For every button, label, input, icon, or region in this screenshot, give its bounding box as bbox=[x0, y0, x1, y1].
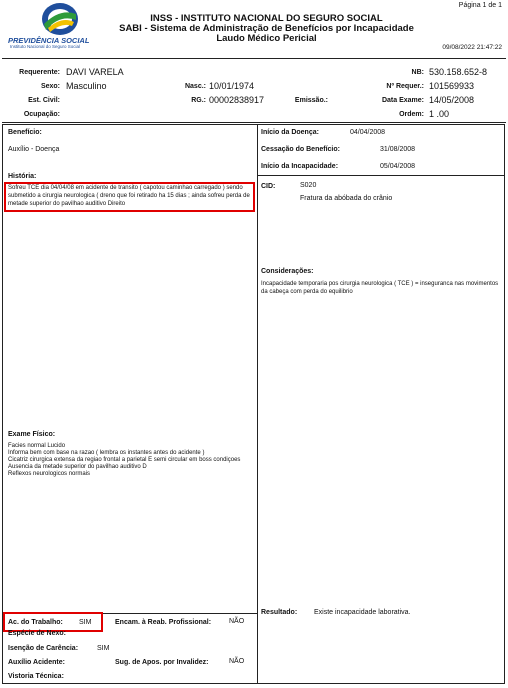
nreq-value: 101569933 bbox=[429, 81, 475, 91]
sug-label: Sug. de Apos. por Invalidez: bbox=[115, 659, 209, 666]
isencao-value: SIM bbox=[97, 645, 110, 652]
exame-line-3: Cicatriz cirurgica extensa da regiao frontal a parietal E semi circular em boss condiçoes bbox=[8, 457, 241, 463]
rg-value: 00002838917 bbox=[209, 95, 265, 105]
exame-line-1: Facies normal Lucido bbox=[8, 443, 66, 449]
consideracoes-label: Considerações: bbox=[261, 268, 314, 275]
cid-code: S020 bbox=[300, 182, 317, 189]
estcivil-label: Est. Civil: bbox=[28, 97, 60, 104]
rg-label: RG.: bbox=[191, 97, 206, 104]
header-title-3: Laudo Médico Pericial bbox=[216, 33, 317, 44]
historia-text: Sofreu TCE dia 04/04/08 em acidente de transito ( capotou caminhao carregado ) sendo submetido a cirurgia neurologica ( dreno que foi retirado ha 15 dias ; ainda sofreu perda de metade superior do pavilhao auditivo Direito bbox=[8, 185, 250, 207]
page-number: Página 1 de 1 bbox=[458, 2, 502, 9]
exame-line-2: Informa bem com base na razao ( lembra os instantes antes do acidente ) bbox=[8, 450, 205, 456]
encam-value: NÃO bbox=[229, 618, 245, 625]
exame-line-4: Ausencia da metade superior do pavilhao auditivo D bbox=[8, 464, 147, 470]
especie-label: Espécie de Nexo: bbox=[8, 630, 66, 637]
ordem-label: Ordem: bbox=[399, 111, 424, 118]
consideracoes-text: Incapacidade temporaria pos cirurgia neurologica ( TCE ) = inseguranca nas movimentos da cabeça com perda do equilibrio bbox=[261, 281, 499, 295]
historia-label: História: bbox=[8, 173, 37, 180]
isencao-label: Isenção de Carência: bbox=[8, 645, 79, 652]
exame-line-5: Reflexos neurologicos normais bbox=[8, 471, 91, 477]
requerente-label: Requerente: bbox=[19, 69, 60, 76]
ac-trabalho-value: SIM bbox=[79, 619, 92, 626]
exame-label: Exame Físico: bbox=[8, 431, 56, 438]
nb-value: 530.158.652-8 bbox=[429, 67, 488, 77]
sug-value: NÃO bbox=[229, 658, 245, 665]
beneficio-value: Auxílio - Doença bbox=[8, 146, 60, 153]
inicio-incap-label: Início da Incapacidade: bbox=[261, 163, 339, 170]
historia-highlight bbox=[4, 182, 255, 212]
cessacao-label: Cessação do Benefício: bbox=[261, 146, 340, 153]
right-divider bbox=[258, 175, 504, 176]
header-title-1: INSS - INSTITUTO NACIONAL DO SEGURO SOCIAL bbox=[150, 13, 383, 24]
dataexame-label: Data Exame: bbox=[381, 97, 424, 104]
sexo-label: Sexo: bbox=[40, 83, 60, 90]
ac-trabalho-highlight bbox=[3, 612, 103, 632]
logo-subtitle: Instituto Nacional do Seguro Social bbox=[10, 44, 81, 49]
cid-description: Fratura da abóbada do crânio bbox=[300, 195, 393, 202]
patient-divider bbox=[2, 122, 506, 123]
nreq-label: Nº Requer.: bbox=[386, 83, 424, 90]
nb-label: NB: bbox=[411, 69, 424, 76]
nasc-label: Nasc.: bbox=[184, 83, 206, 90]
sexo-value: Masculino bbox=[66, 81, 107, 91]
encam-label: Encam. à Reab. Profissional: bbox=[115, 619, 212, 626]
previdencia-logo-icon bbox=[30, 2, 90, 36]
cessacao-value: 31/08/2008 bbox=[380, 146, 416, 153]
logo bbox=[8, 2, 98, 48]
inicio-doenca-label: Início da Doença: bbox=[261, 129, 319, 136]
ac-trabalho-label: Ac. do Trabalho: bbox=[8, 619, 63, 626]
ocupacao-label: Ocupação: bbox=[23, 111, 60, 118]
ordem-value: 1 .00 bbox=[429, 109, 450, 119]
nasc-value: 10/01/1974 bbox=[209, 81, 255, 91]
emissao-label: Emissão.: bbox=[294, 97, 328, 104]
logo-name: PREVIDÊNCIA SOCIAL bbox=[8, 36, 90, 45]
requerente-value: DAVI VARELA bbox=[66, 67, 124, 77]
inicio-incap-value: 05/04/2008 bbox=[380, 163, 416, 170]
auxilio-label: Auxílio Acidente: bbox=[8, 659, 65, 666]
vistoria-label: Vistoria Técnica: bbox=[8, 673, 64, 680]
dataexame-value: 14/05/2008 bbox=[429, 95, 475, 105]
print-datetime: 09/08/2022 21:47:22 bbox=[442, 44, 502, 51]
resultado-value: Existe incapacidade laborativa. bbox=[314, 609, 411, 616]
beneficio-label: Benefício: bbox=[8, 129, 42, 136]
header-title-2: SABI - Sistema de Administração de Benefícios por Incapacidade bbox=[119, 23, 414, 34]
cid-label: CID: bbox=[261, 183, 276, 190]
header-divider bbox=[2, 58, 506, 59]
inicio-doenca-value: 04/04/2008 bbox=[350, 129, 386, 136]
resultado-label: Resultado: bbox=[261, 609, 298, 616]
column-divider bbox=[257, 124, 258, 684]
